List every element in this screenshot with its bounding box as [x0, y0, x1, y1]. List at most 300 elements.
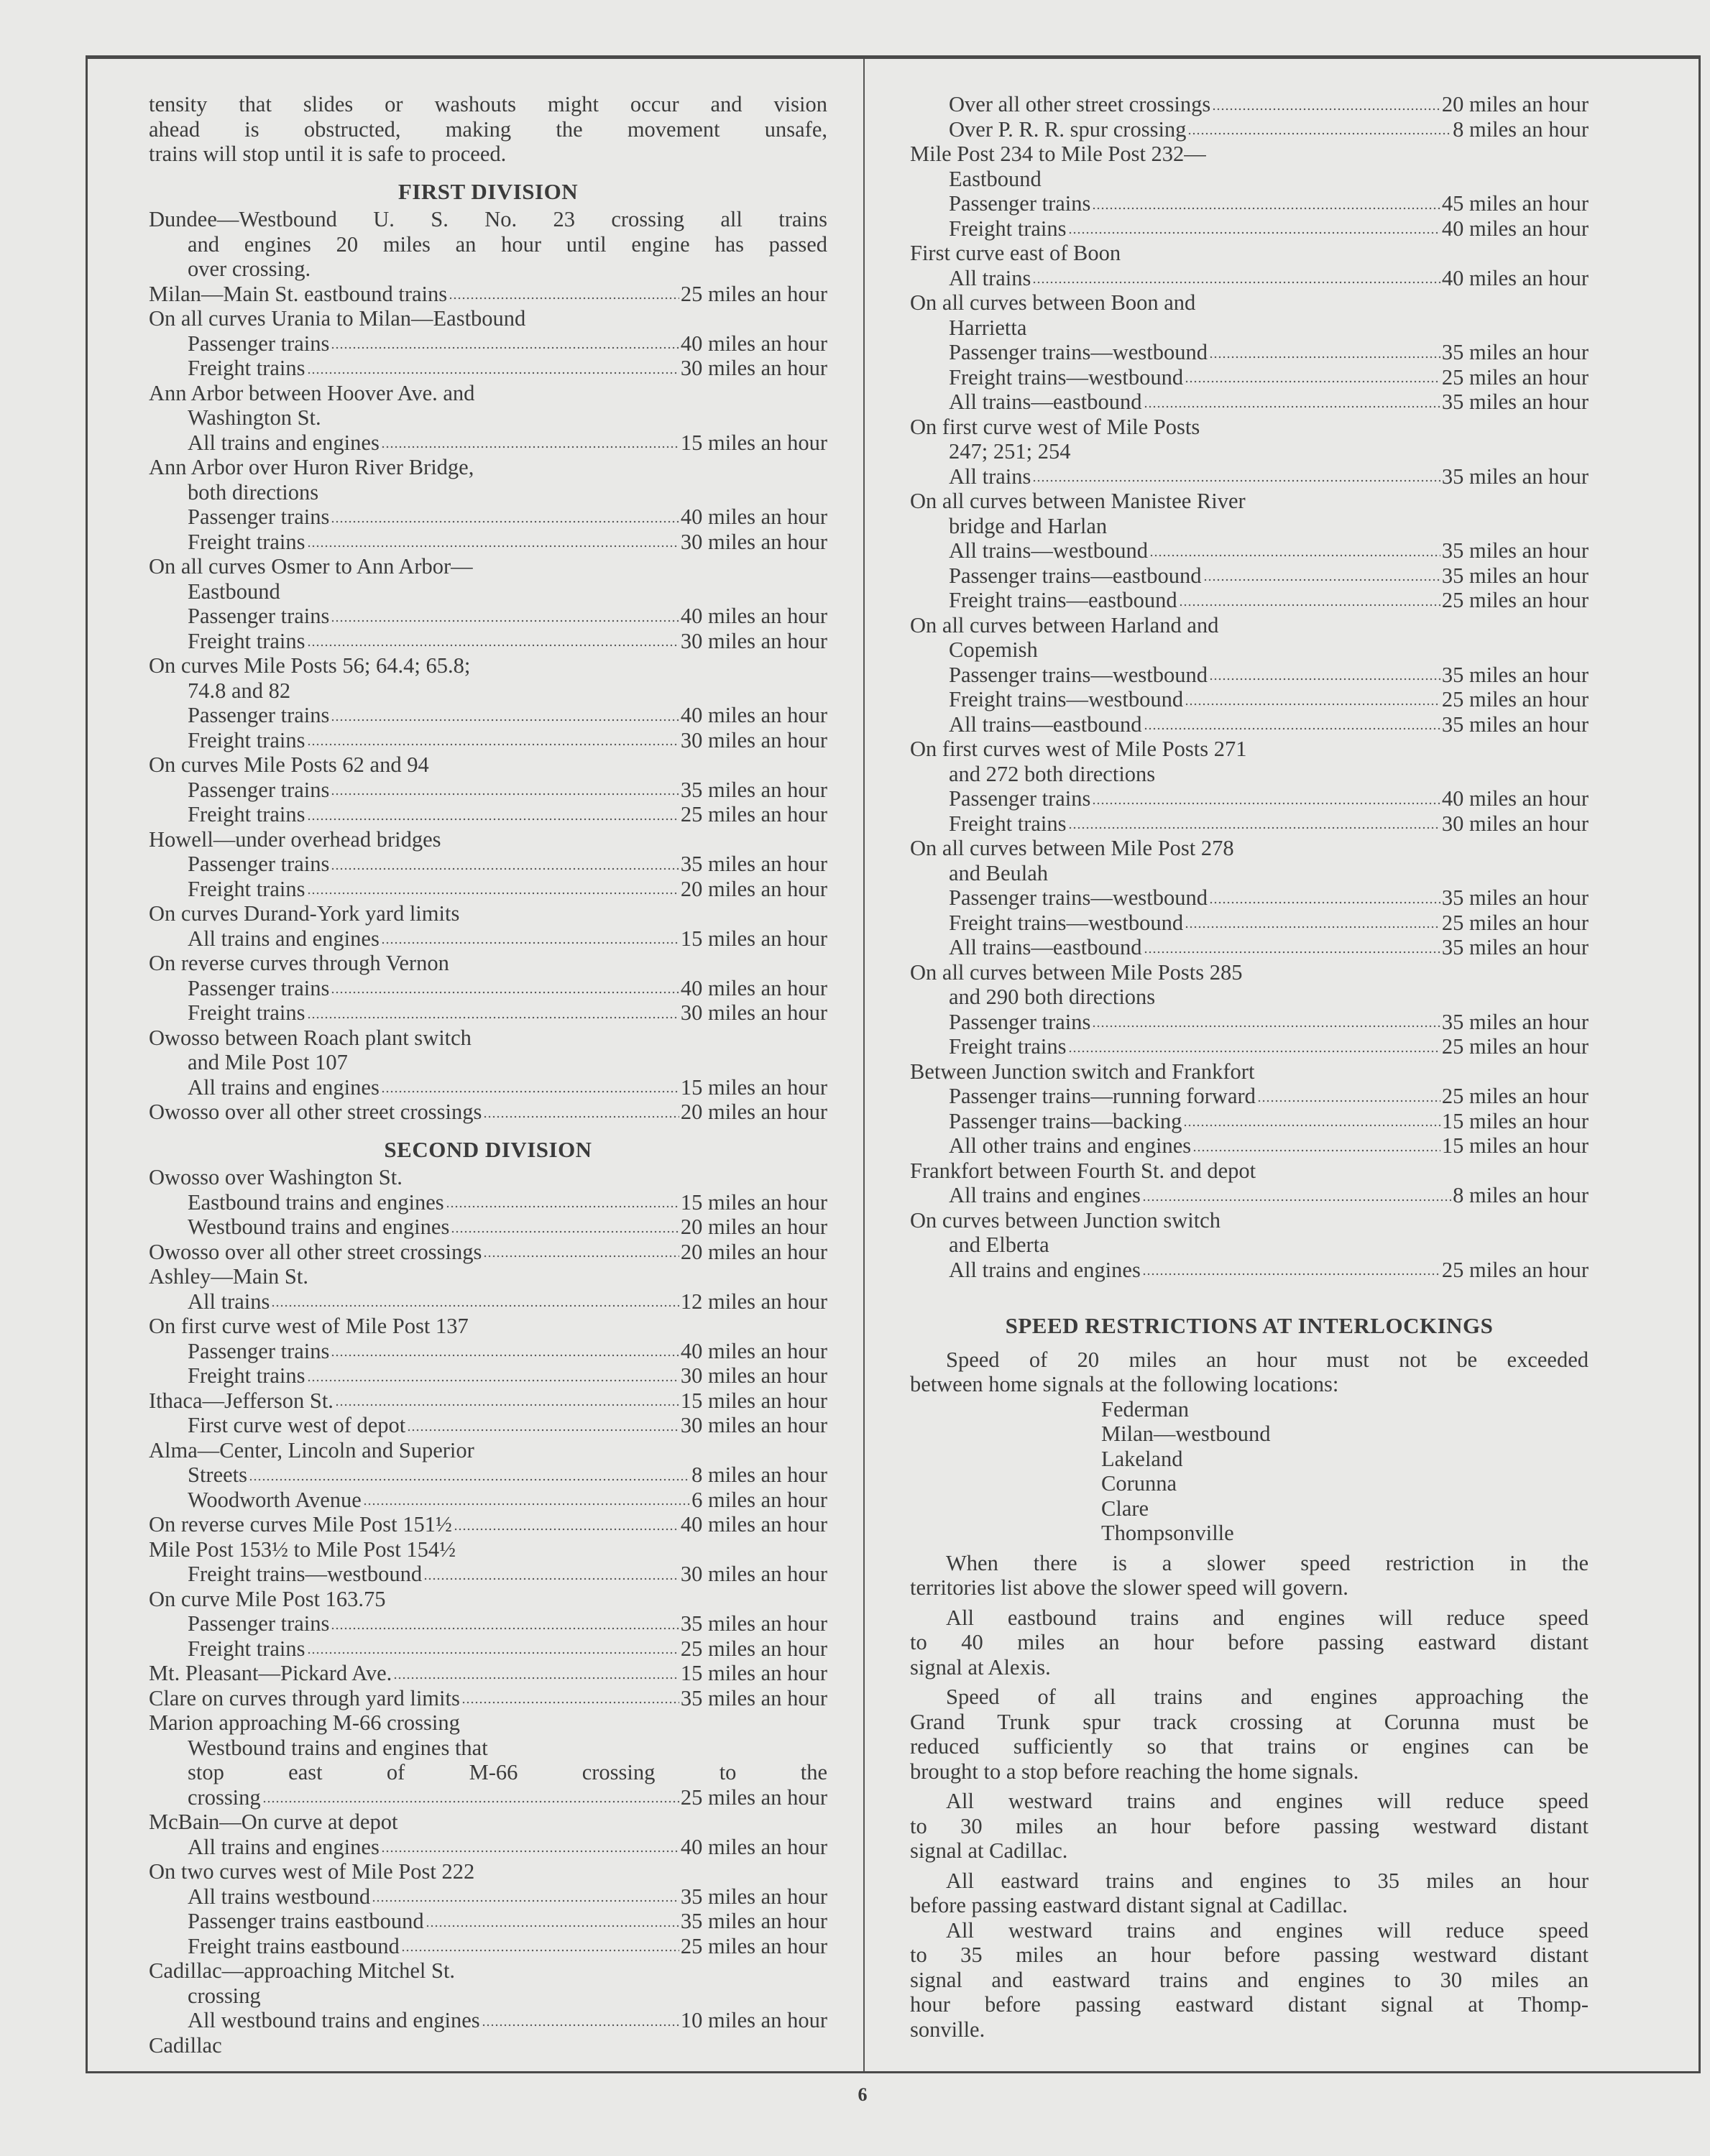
speed-entry	[149, 331, 827, 356]
entry-location: Freight trains	[188, 1363, 305, 1388]
speed-entry	[910, 588, 1589, 613]
entry-location: Freight trains	[188, 876, 305, 901]
text-line: Ann Arbor over Huron River Bridge,	[149, 455, 474, 479]
entry-speed: 15 miles an hour	[680, 1189, 827, 1215]
text-line: Harrietta	[949, 315, 1027, 340]
entry-speed: 40 miles an hour	[680, 703, 827, 727]
entry-location: Freight trains	[949, 811, 1067, 836]
entry-speed: 15 miles an hour	[680, 1388, 827, 1413]
dot-leader	[461, 1700, 679, 1705]
speed-entry	[910, 365, 1589, 390]
speed-entry	[149, 1413, 827, 1438]
dot-leader	[1257, 1099, 1440, 1103]
text-line: On reverse curves through Vernon	[149, 951, 449, 975]
text-line: to 40 miles an hour before passing eastward distant	[910, 1630, 1589, 1654]
speed-entry	[149, 1636, 827, 1662]
speed-entry	[149, 926, 827, 952]
text-line: brought to a stop before reaching the home signals.	[910, 1759, 1359, 1784]
dot-leader	[1212, 107, 1440, 111]
entry-location: All trains—eastbound	[949, 711, 1142, 737]
entry-speed: 6 miles an hour	[691, 1487, 827, 1512]
text-line: Milan—westbound	[1101, 1422, 1271, 1446]
dot-leader	[1187, 132, 1451, 136]
speed-entry	[910, 712, 1589, 737]
speed-entry	[149, 1388, 827, 1414]
text-line: to 30 miles an hour before passing westward distant	[910, 1813, 1589, 1838]
entry-location: All other trains and engines	[949, 1133, 1192, 1158]
dot-leader	[449, 296, 679, 300]
text-line: reduced sufficiently so that trains or engines can be	[910, 1734, 1589, 1759]
speed-entry	[910, 786, 1589, 811]
entry-location: All trains	[949, 265, 1031, 290]
entry-speed: 25 miles an hour	[680, 802, 827, 826]
text-line: Dundee—Westbound U. S. No. 23 crossing all trains	[149, 207, 827, 231]
speed-entry	[149, 430, 827, 456]
text-line: On all curves between Mile Post 278	[910, 836, 1234, 860]
entry-speed: 40 miles an hour	[1441, 216, 1589, 241]
speed-entry	[910, 464, 1589, 489]
entry-location: Passenger trains	[949, 786, 1091, 811]
speed-entry	[149, 1240, 827, 1265]
entry-location: Freight trains—eastbound	[949, 588, 1177, 612]
dot-leader	[381, 1849, 679, 1853]
speed-entry	[149, 629, 827, 654]
speed-entry	[149, 976, 827, 1001]
dot-leader	[1185, 379, 1440, 384]
dot-leader	[407, 1428, 679, 1432]
entry-speed: 40 miles an hour	[680, 331, 827, 356]
entry-speed: 40 miles an hour	[680, 1512, 827, 1537]
text-line: and Beulah	[949, 860, 1049, 885]
dot-leader	[381, 1089, 679, 1094]
text-line: Speed of 20 miles an hour must not be exceeded	[946, 1347, 1589, 1372]
speed-entry	[149, 1661, 827, 1686]
text-line: Owosso between Roach plant switch	[149, 1025, 472, 1050]
page-number: 6	[858, 2084, 868, 2105]
speed-entry	[149, 703, 827, 728]
entry-location: Passenger trains—eastbound	[949, 563, 1202, 588]
text-line: On first curve west of Mile Post 137	[149, 1314, 469, 1338]
dot-leader	[1068, 1049, 1440, 1054]
dot-leader	[1185, 925, 1440, 929]
text-line: On first curve west of Mile Posts	[910, 414, 1200, 439]
entry-location: Streets	[188, 1462, 248, 1487]
column-divider	[863, 59, 865, 2071]
entry-location: Passenger trains	[949, 191, 1091, 216]
speed-entry	[910, 911, 1589, 936]
entry-location: Passenger trains	[188, 505, 330, 529]
text-line: Westbound trains and engines that	[188, 1735, 488, 1760]
speed-entry	[910, 1084, 1589, 1109]
speed-entry	[149, 1835, 827, 1860]
entry-speed: 30 miles an hour	[680, 1363, 827, 1388]
dot-leader	[1092, 206, 1440, 211]
entry-location: Over all other street crossings	[949, 92, 1211, 116]
text-line: When there is a slower speed restriction in the	[946, 1550, 1589, 1575]
entry-speed: 30 miles an hour	[680, 727, 827, 752]
entry-speed: 12 miles an hour	[680, 1289, 827, 1314]
dot-leader	[331, 990, 679, 995]
entry-location: Passenger trains—westbound	[949, 340, 1208, 364]
entry-speed: 40 miles an hour	[1441, 786, 1589, 811]
speed-entry	[149, 604, 827, 629]
text-line: and Elberta	[949, 1233, 1049, 1257]
speed-entry	[149, 1000, 827, 1026]
text-line: All westward trains and engines will reduce speed	[946, 1917, 1589, 1943]
dot-leader	[401, 1948, 679, 1953]
dot-leader	[307, 1015, 679, 1020]
speed-entry	[149, 530, 827, 555]
text-line: sonville.	[910, 2017, 985, 2042]
dot-leader	[446, 1204, 679, 1209]
dot-leader	[1144, 405, 1440, 409]
entry-speed: 15 miles an hour	[1441, 1133, 1589, 1158]
entry-speed: 8 miles an hour	[1453, 1183, 1589, 1207]
section-heading: SPEED RESTRICTIONS AT INTERLOCKINGS	[1005, 1313, 1494, 1338]
speed-entry	[910, 563, 1589, 589]
entry-speed: 8 miles an hour	[691, 1462, 827, 1487]
entry-speed: 40 miles an hour	[680, 975, 827, 1000]
entry-speed: 30 miles an hour	[680, 1562, 827, 1586]
entry-location: Freight trains	[188, 628, 305, 653]
text-line: First curve east of Boon	[910, 241, 1121, 265]
speed-entry	[910, 687, 1589, 712]
text-line: trains will stop until it is safe to proceed.	[149, 142, 507, 166]
dot-leader	[1144, 727, 1440, 731]
entry-location: Passenger trains	[188, 1611, 330, 1636]
entry-location: Passenger trains	[188, 777, 330, 802]
entry-location: All trains and engines	[949, 1257, 1141, 1282]
dot-leader	[331, 718, 679, 722]
speed-entry	[149, 802, 827, 827]
dot-leader	[381, 941, 679, 945]
text-line: territories list above the slower speed will govern.	[910, 1575, 1348, 1600]
speed-entry	[149, 1512, 827, 1537]
text-line: Howell—under overhead bridges	[149, 826, 441, 852]
entry-location: Freight trains	[949, 216, 1067, 241]
dot-leader	[483, 1254, 679, 1258]
entry-location: Freight trains—westbound	[949, 687, 1184, 711]
text-line: On all curves between Harland and	[910, 612, 1219, 637]
text-line: On curve Mile Post 163.75	[149, 1586, 386, 1611]
text-line: ahead is obstructed, making the movement unsafe,	[149, 116, 827, 142]
dot-leader	[423, 1577, 679, 1581]
text-line: Clare	[1101, 1496, 1149, 1521]
entry-speed: 25 miles an hour	[680, 281, 827, 306]
entry-location: Owosso over all other street crossings	[149, 1239, 482, 1264]
dot-leader	[331, 619, 679, 623]
entry-speed: 30 miles an hour	[680, 356, 827, 380]
text-line: to 35 miles an hour before passing westward distant	[910, 1943, 1589, 1967]
entry-location: Owosso over all other street crossings	[149, 1100, 482, 1124]
speed-entry	[149, 1934, 827, 1959]
entry-location: All westbound trains and engines	[188, 2008, 480, 2032]
dot-leader	[307, 643, 679, 648]
text-line: On all curves between Boon and	[910, 290, 1196, 315]
entry-speed: 30 miles an hour	[1441, 811, 1589, 836]
entry-speed: 35 miles an hour	[1441, 340, 1589, 364]
speed-entry	[910, 1109, 1589, 1134]
section-heading: FIRST DIVISION	[397, 178, 579, 204]
text-line: bridge and Harlan	[949, 513, 1108, 538]
entry-speed: 25 miles an hour	[680, 1784, 827, 1810]
entry-speed: 15 miles an hour	[680, 1074, 827, 1100]
entry-speed: 35 miles an hour	[1441, 885, 1589, 910]
entry-location: All trains and engines	[188, 1074, 380, 1100]
entry-location: All trains westbound	[188, 1884, 371, 1909]
entry-location: Freight trains	[949, 1034, 1067, 1059]
entry-location: Passenger trains eastbound	[188, 1909, 424, 1933]
speed-entry	[910, 885, 1589, 911]
entry-speed: 15 miles an hour	[680, 1661, 827, 1685]
entry-speed: 20 miles an hour	[680, 1100, 827, 1124]
dot-leader	[331, 792, 679, 796]
entry-speed: 40 miles an hour	[680, 604, 827, 628]
entry-speed: 30 miles an hour	[680, 628, 827, 653]
entry-location: Freight trains	[188, 1000, 305, 1025]
dot-leader	[1209, 355, 1440, 359]
text-line: Cadillac	[149, 2032, 222, 2058]
dot-leader	[335, 1403, 679, 1407]
text-line: Speed of all trains and engines approaching the	[946, 1685, 1589, 1709]
entry-speed: 30 miles an hour	[680, 529, 827, 554]
text-line: On two curves west of Mile Post 222	[149, 1859, 475, 1884]
text-line: stop east of M-66 crossing to the	[188, 1760, 827, 1784]
speed-entry	[149, 282, 827, 307]
entry-location: All trains and engines	[188, 1834, 380, 1859]
entry-speed: 15 miles an hour	[680, 430, 827, 455]
dot-leader	[454, 1527, 679, 1531]
dot-leader	[307, 891, 679, 895]
dot-leader	[1142, 1272, 1440, 1276]
text-line: Alma—Center, Lincoln and Superior	[149, 1437, 474, 1462]
text-line: Mile Post 234 to Mile Post 232—	[910, 142, 1206, 166]
text-line: Eastbound	[188, 579, 280, 604]
entry-speed: 25 miles an hour	[680, 1636, 827, 1661]
text-line: Corunna	[1101, 1471, 1177, 1496]
speed-entry	[149, 852, 827, 877]
speed-entry	[910, 935, 1589, 960]
speed-entry	[910, 117, 1589, 142]
speed-entry	[910, 390, 1589, 415]
dot-leader	[381, 445, 679, 449]
speed-entry	[149, 1611, 827, 1636]
text-line: On all curves Osmer to Ann Arbor—	[149, 554, 473, 579]
speed-entry	[910, 1258, 1589, 1283]
entry-speed: 35 miles an hour	[1441, 711, 1589, 737]
dot-leader	[1209, 677, 1440, 681]
entry-speed: 35 miles an hour	[680, 1611, 827, 1636]
entry-speed: 40 miles an hour	[680, 505, 827, 529]
text-line: 74.8 and 82	[188, 678, 291, 703]
text-line: Cadillac—approaching Mitchel St.	[149, 1958, 456, 1983]
entry-speed: 35 miles an hour	[1441, 563, 1589, 588]
entry-location: All trains—eastbound	[949, 390, 1142, 414]
entry-speed: 25 miles an hour	[1441, 1257, 1589, 1282]
entry-speed: 25 miles an hour	[1441, 364, 1589, 390]
entry-speed: 35 miles an hour	[680, 852, 827, 876]
text-line: tensity that slides or washouts might occur and vision	[149, 92, 827, 116]
entry-location: Freight trains	[188, 356, 305, 380]
text-line: On curves between Junction switch	[910, 1207, 1221, 1233]
dot-leader	[1209, 900, 1440, 905]
entry-location: All trains	[949, 464, 1031, 489]
entry-location: Passenger trains	[188, 975, 330, 1000]
entry-location: Freight trains	[188, 1636, 305, 1661]
entry-speed: 35 miles an hour	[680, 1884, 827, 1909]
text-line: On all curves Urania to Milan—Eastbound	[149, 306, 526, 331]
dot-leader	[1203, 578, 1440, 582]
speed-entry	[910, 538, 1589, 563]
entry-location: Passenger trains	[188, 852, 330, 876]
text-line: and 290 both directions	[949, 985, 1156, 1009]
entry-location: Over P. R. R. spur crossing	[949, 116, 1187, 142]
speed-entry	[149, 1100, 827, 1125]
entry-speed: 30 miles an hour	[680, 1000, 827, 1025]
speed-entry	[910, 92, 1589, 117]
entry-location: All trains—westbound	[949, 538, 1149, 563]
speed-entry	[149, 356, 827, 381]
dot-leader	[1068, 231, 1440, 235]
dot-leader	[1142, 1198, 1451, 1202]
speed-entry	[149, 1363, 827, 1388]
entry-location: Passenger trains—westbound	[949, 885, 1208, 910]
entry-location: Mt. Pleasant—Pickard Ave.	[149, 1661, 392, 1685]
text-line: Thompsonville	[1101, 1521, 1234, 1545]
entry-location: Passenger trains	[188, 703, 330, 727]
speed-entry	[910, 1034, 1589, 1059]
text-line: hour before passing eastward distant signal at Thomp-	[910, 1992, 1589, 2017]
entry-speed: 10 miles an hour	[680, 2008, 827, 2032]
entry-speed: 20 miles an hour	[680, 876, 827, 901]
text-line: On all curves between Manistee River	[910, 489, 1246, 513]
entry-location: Milan—Main St. eastbound trains	[149, 281, 448, 306]
entry-speed: 25 miles an hour	[1441, 687, 1589, 711]
entry-speed: 20 miles an hour	[1441, 92, 1589, 116]
text-line: All eastward trains and engines to 35 miles an hour	[946, 1868, 1589, 1893]
dot-leader	[483, 1115, 679, 1119]
entry-speed: 35 miles an hour	[1441, 538, 1589, 563]
dot-leader	[271, 1304, 679, 1308]
dot-leader	[307, 817, 679, 821]
text-line: and Mile Post 107	[188, 1050, 348, 1074]
dot-leader	[249, 1478, 690, 1482]
entry-speed: 25 miles an hour	[1441, 910, 1589, 935]
text-line: Copemish	[949, 637, 1038, 662]
speed-entry	[910, 266, 1589, 291]
entry-location: Ithaca—Jefferson St.	[149, 1388, 334, 1413]
text-line: before passing eastward distant signal at Cadillac.	[910, 1893, 1348, 1917]
speed-entry	[149, 1462, 827, 1488]
speed-entry	[149, 1909, 827, 1934]
speed-entry	[149, 505, 827, 530]
entry-location: Passenger trains—backing	[949, 1108, 1182, 1133]
text-line: both directions	[188, 479, 319, 505]
entry-speed: 40 miles an hour	[1441, 265, 1589, 290]
text-line: Washington St.	[188, 405, 321, 430]
text-line: 247; 251; 254	[949, 439, 1071, 464]
speed-entry	[149, 1339, 827, 1364]
text-line: Eastbound	[949, 166, 1042, 191]
dot-leader	[1149, 553, 1440, 558]
text-line: On curves Mile Posts 62 and 94	[149, 752, 429, 777]
dot-leader	[482, 2023, 679, 2027]
entry-location: Clare on curves through yard limits	[149, 1685, 460, 1710]
entry-location: Freight trains	[188, 529, 305, 554]
dot-leader	[331, 346, 679, 350]
entry-speed: 35 miles an hour	[1441, 1009, 1589, 1034]
text-line: Federman	[1101, 1396, 1189, 1422]
entry-location: On reverse curves Mile Post 151½	[149, 1512, 452, 1537]
text-line: signal at Cadillac.	[910, 1838, 1068, 1863]
speed-entry	[910, 191, 1589, 216]
dot-leader	[451, 1230, 679, 1234]
dot-leader	[307, 742, 679, 747]
entry-speed: 35 miles an hour	[1441, 662, 1589, 687]
dot-leader	[331, 867, 679, 871]
text-line: Marion approaching M-66 crossing	[149, 1710, 460, 1735]
text-line: McBain—On curve at depot	[149, 1810, 398, 1834]
entry-location: Freight trains—westbound	[949, 910, 1184, 935]
text-line: and 272 both directions	[949, 761, 1156, 786]
speed-entry	[149, 877, 827, 902]
text-line: Grand Trunk spur track crossing at Corunna must be	[910, 1709, 1589, 1734]
entry-speed: 35 miles an hour	[1441, 935, 1589, 959]
entry-location: Freight trains	[188, 802, 305, 826]
dot-leader	[426, 1924, 679, 1928]
speed-entry	[910, 216, 1589, 241]
entry-location: Westbound trains and engines	[188, 1215, 450, 1239]
dot-leader	[331, 1353, 679, 1358]
entry-location: Passenger trains	[188, 604, 330, 628]
dot-leader	[307, 1651, 679, 1655]
text-line: Mile Post 153½ to Mile Post 154½	[149, 1537, 456, 1562]
dot-leader	[1032, 479, 1440, 483]
text-line: On curves Mile Posts 56; 64.4; 65.8;	[149, 653, 471, 678]
speed-entry	[149, 778, 827, 803]
entry-location: Freight trains	[188, 727, 305, 752]
entry-speed: 40 miles an hour	[680, 1338, 827, 1363]
entry-location: Passenger trains	[188, 1338, 330, 1363]
speed-entry	[910, 1133, 1589, 1158]
entry-speed: 20 miles an hour	[680, 1239, 827, 1264]
text-line: Lakeland	[1101, 1446, 1183, 1471]
text-line: On first curves west of Mile Posts 271	[910, 737, 1247, 761]
speed-entry	[149, 1190, 827, 1215]
text-line: signal and eastward trains and engines to 30 miles an	[910, 1967, 1589, 1992]
text-line: over crossing.	[188, 257, 311, 281]
right-column	[910, 92, 1589, 2042]
entry-speed: 25 miles an hour	[1441, 1084, 1589, 1108]
entry-location: Woodworth Avenue	[188, 1487, 362, 1512]
entry-speed: 25 miles an hour	[1441, 1034, 1589, 1059]
entry-speed: 40 miles an hour	[680, 1834, 827, 1859]
text-line: Ashley—Main St.	[149, 1264, 308, 1289]
text-line: and engines 20 miles an hour until engine has passed	[188, 231, 827, 257]
text-line: Ann Arbor between Hoover Ave. and	[149, 380, 475, 405]
speed-entry	[910, 1183, 1589, 1208]
entry-location: Freight trains—westbound	[949, 364, 1184, 390]
entry-speed: 35 miles an hour	[1441, 390, 1589, 414]
dot-leader	[262, 1800, 679, 1804]
entry-location: Passenger trains	[188, 331, 330, 356]
entry-location: crossing	[188, 1784, 261, 1810]
entry-location: Freight trains eastbound	[188, 1933, 400, 1958]
dot-leader	[363, 1502, 690, 1506]
entry-speed: 25 miles an hour	[1441, 588, 1589, 612]
entry-location: Passenger trains	[949, 1009, 1091, 1034]
entry-location: All trains and engines	[188, 926, 380, 951]
